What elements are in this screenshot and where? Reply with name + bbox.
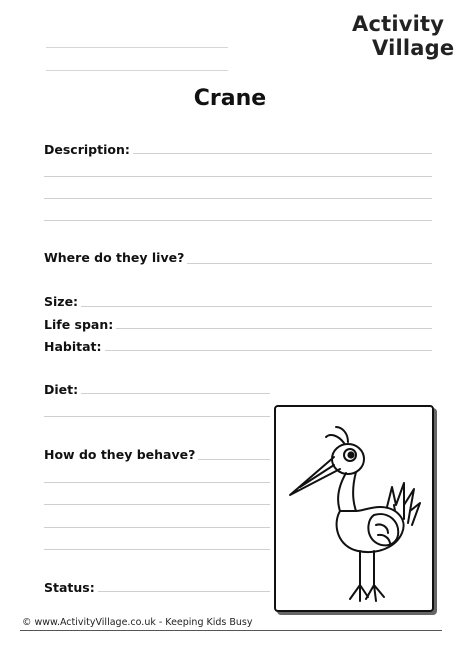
behave-line-4[interactable]	[44, 527, 270, 528]
crane-picture-frame	[274, 405, 434, 612]
name-line-2[interactable]	[46, 70, 228, 71]
diet-label: Diet:	[44, 382, 81, 397]
logo-text-village: Village	[372, 36, 455, 60]
name-line-1[interactable]	[46, 47, 228, 48]
description-line-3[interactable]	[44, 198, 432, 199]
logo-text-activity: Activity	[352, 12, 445, 36]
habitat-label: Habitat:	[44, 339, 105, 354]
description-line-2[interactable]	[44, 176, 432, 177]
crane-bird-icon	[276, 407, 432, 610]
where-live-label: Where do they live?	[44, 250, 187, 265]
size-label: Size:	[44, 294, 81, 309]
footer-copyright: © www.ActivityVillage.co.uk - Keeping Kids Busy	[22, 617, 253, 628]
description-label: Description:	[44, 142, 133, 157]
footer-divider	[20, 630, 442, 631]
behave-label: How do they behave?	[44, 447, 198, 462]
behave-line-2[interactable]	[44, 482, 270, 483]
behave-line-3[interactable]	[44, 504, 270, 505]
description-line-4[interactable]	[44, 220, 432, 221]
page-title: Crane	[193, 86, 267, 111]
behave-line-5[interactable]	[44, 549, 270, 550]
activity-village-logo	[352, 12, 455, 68]
diet-line-2[interactable]	[44, 416, 270, 417]
life-span-label: Life span:	[44, 317, 116, 332]
size-line[interactable]	[44, 306, 432, 307]
status-label: Status:	[44, 580, 98, 595]
